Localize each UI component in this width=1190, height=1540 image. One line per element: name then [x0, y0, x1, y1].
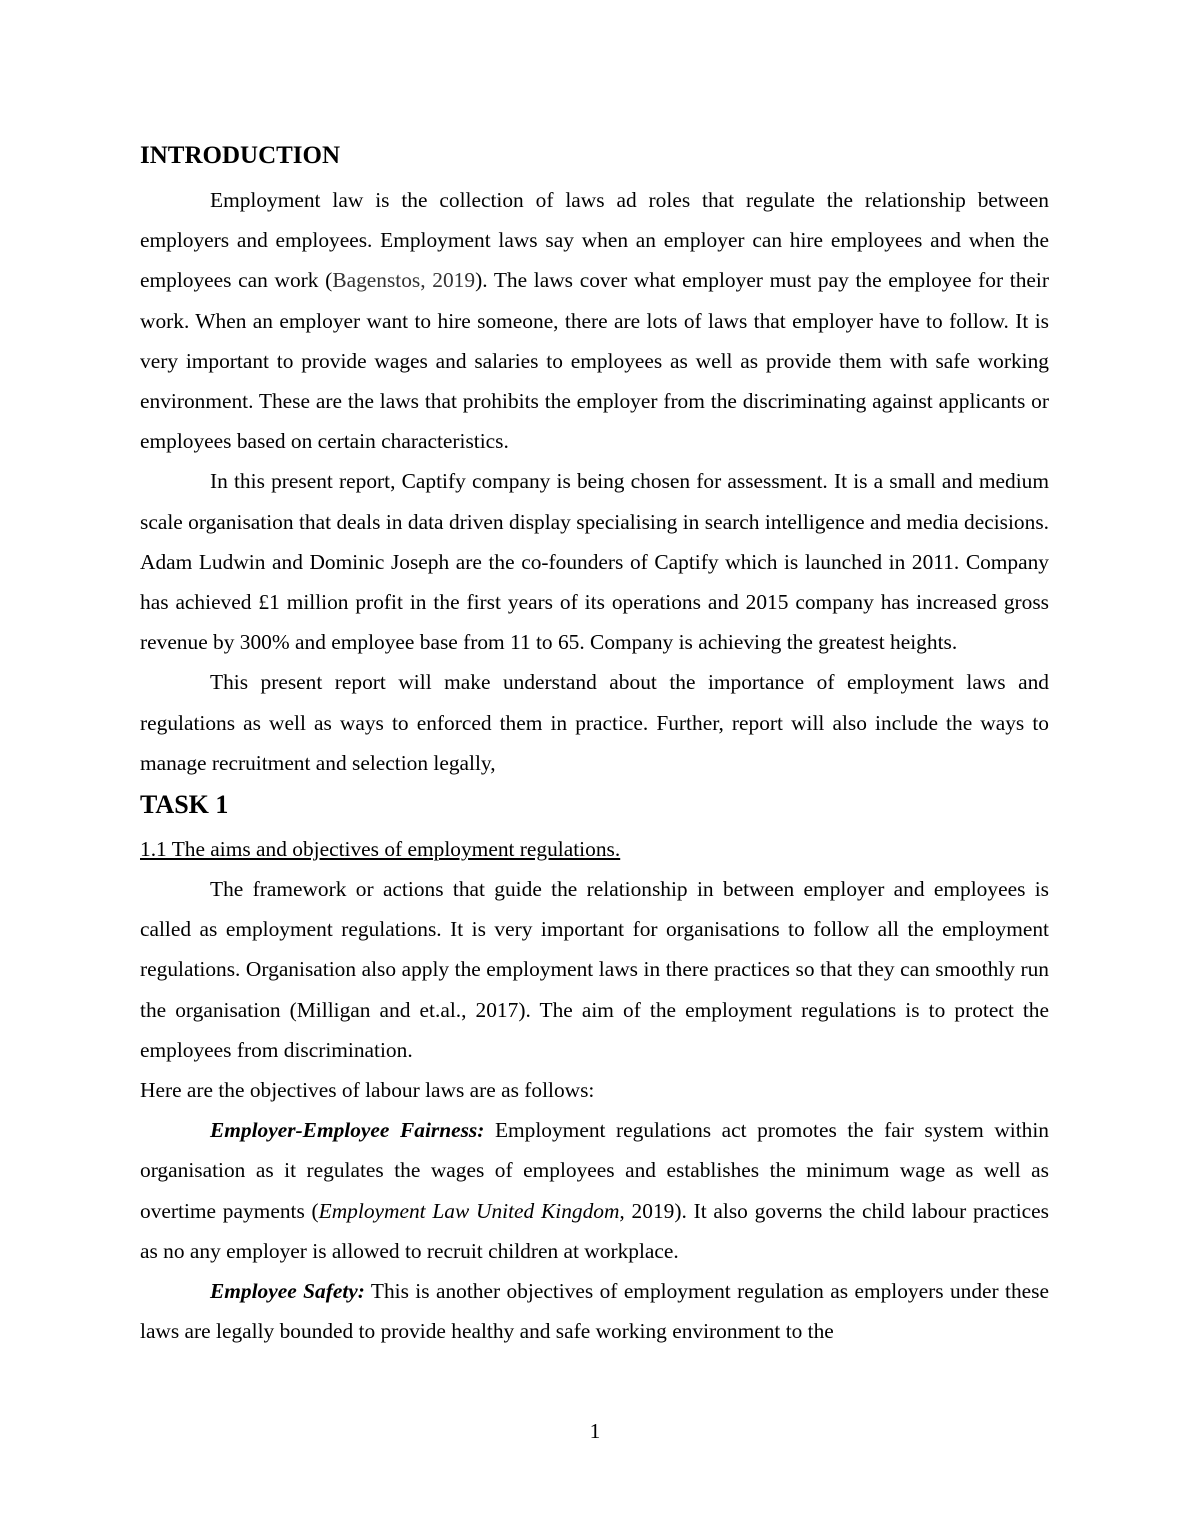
task1-paragraph-1: The framework or actions that guide the relationship in between employer and employees is called as employment regulations. It is very important for organisations to follow all the employment regulations. Organisation also apply the employment laws in there practices so that they can smoothly run the organisation (Milligan and et.al., 2017). The aim of the employment regulations is to protect the employees from discrimination. [140, 877, 1049, 1062]
introduction-heading: INTRODUCTION [140, 142, 341, 169]
safety-paragraph [140, 1271, 1049, 1351]
fairness-text-a: Employment regulations act promotes the fair system within organisation as it regulates the wages of employees and establishes the minimum wage as well as overtime payments ( [140, 1118, 1049, 1223]
page-number: 1 [589, 1419, 601, 1443]
task1-heading: TASK 1 [140, 790, 229, 820]
section-1-1-subheading: 1.1 The aims and objectives of employment regulations. [140, 837, 621, 862]
fairness-paragraph [140, 1110, 1049, 1271]
citation-employment-law-uk: Employment Law United Kingdom, [318, 1198, 625, 1223]
document-page [140, 138, 1049, 1351]
fairness-text-b: 2019). It also governs the child labour practices as no any employer is allowed to recruit children at workplace. [140, 1198, 1049, 1263]
objectives-intro: Here are the objectives of labour laws are as follows: [140, 1078, 595, 1103]
safety-term: Employee Safety: [210, 1279, 365, 1304]
intro-paragraph-3: This present report will make understand about the importance of employment laws and regulations as well as ways to enforced them in practice. Further, report will also include the ways to manage recruitment and selection legally, [140, 670, 1049, 775]
intro-p1-text-a: Employment law is the collection of laws ad roles that regulate the relationship between employers and employees. Employment laws say when an employer can hire employees and when the employees can work ( [140, 188, 1049, 293]
intro-paragraph-2: In this present report, Captify company is being chosen for assessment. It is a small and medium scale organisation that deals in data driven display specialising in search intelligence and media decisions. Adam Ludwin and Dominic Joseph are the co-founders of Captify which is launched in 2011. Company has achieved £1 million profit in the first years of its operations and 2015 company has increased gross revenue by 300% and employee base from 11 to 65. Company is achieving the greatest heights. [140, 469, 1049, 655]
intro-p1-text-b: ). The laws cover what employer must pay the employee for their work. When an employer want to hire someone, there are lots of laws that employer have to follow. It is very important to provide wages and salaries to employees as well as provide them with safe working environment. These are the laws that prohibits the employer from the discriminating against applicants or employees based on certain characteristics. [140, 268, 1049, 454]
fairness-term: Employer-Employee Fairness: [210, 1118, 485, 1143]
safety-text: This is another objectives of employment regulation as employers under these laws are legally bounded to provide healthy and safe working environment to the [140, 1279, 1049, 1344]
intro-paragraph-1 [140, 180, 1049, 461]
citation-bagenstos: Bagenstos, 2019 [332, 268, 476, 293]
